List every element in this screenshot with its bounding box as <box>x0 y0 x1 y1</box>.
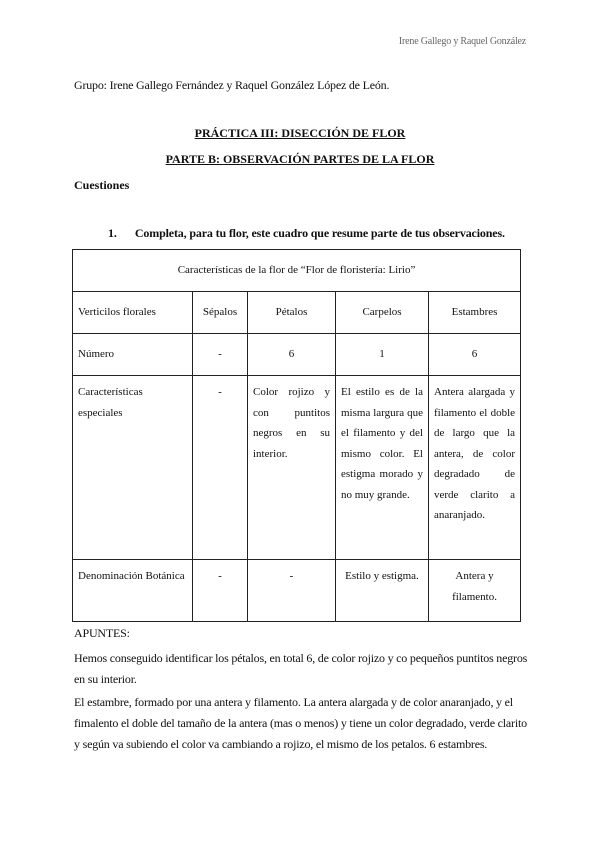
table-row-caracteristicas <box>73 376 521 560</box>
table-cell: - <box>193 560 248 622</box>
table-cell: El estilo es de la misma largura que el filamento y del mismo color. El estigma morado y no muy grande. <box>336 376 429 560</box>
table-cell: Estilo y estigma. <box>336 560 429 622</box>
table-cell: - <box>193 376 248 560</box>
table-cell: - <box>248 560 336 622</box>
table-cell: 1 <box>336 334 429 376</box>
document-subtitle: PARTE B: OBSERVACIÓN PARTES DE LA FLOR <box>165 152 435 166</box>
row-label: Denominación Botánica <box>73 560 193 622</box>
table-caption: Características de la flor de “Flor de floristería: Lirio” <box>73 250 521 292</box>
page-header-authors: Irene Gallego y Raquel González <box>398 36 526 47</box>
question-number: 1. <box>108 226 117 240</box>
notes-paragraph: El estambre, formado por una antera y filamento. La antera alargada y de color anaranjado, y el fimalento el doble del tamaño de la antera (mas o menos) y tiene un color degradado, verde clarito y según va subiendo el color va cambiando a rojizo, el mismo de los petalos. 6 estambres. <box>74 695 527 751</box>
group-line: Grupo: Irene Gallego Fernández y Raquel González López de León. <box>74 78 390 92</box>
row-label: Número <box>73 334 193 376</box>
observations-table <box>72 249 521 622</box>
notes-paragraph: Hemos conseguido identificar los pétalos, en total 6, de color rojizo y co pequeños puntitos negros en su interior. <box>74 651 528 686</box>
notes-heading: APUNTES: <box>74 626 130 640</box>
table-caption-row <box>73 250 521 292</box>
table-header-row <box>73 292 521 334</box>
document-title: PRÁCTICA III: DISECCIÓN DE FLOR <box>194 126 406 140</box>
table-cell: 6 <box>248 334 336 376</box>
table-cell: - <box>193 334 248 376</box>
header-cell: Estambres <box>429 292 521 334</box>
header-cell: Sépalos <box>193 292 248 334</box>
table-row-denominacion <box>73 560 521 622</box>
table-cell: Color rojizo y con puntitos negros en su interior. <box>248 376 336 560</box>
table-cell: Antera alargada y filamento el doble de largo que la antera, de color degradado de verde clarito a anaranjado. <box>429 376 521 560</box>
row-label: Características especiales <box>73 376 193 560</box>
question-text: Completa, para tu flor, este cuadro que resume parte de tus observaciones. <box>134 226 505 240</box>
notes-section <box>74 623 534 757</box>
section-heading: Cuestiones <box>74 178 130 192</box>
header-cell: Verticilos florales <box>73 292 193 334</box>
header-cell: Carpelos <box>336 292 429 334</box>
table-row-numero <box>73 334 521 376</box>
question-1 <box>108 226 505 241</box>
table-cell: 6 <box>429 334 521 376</box>
table-cell: Antera y filamento. <box>429 560 521 622</box>
header-cell: Pétalos <box>248 292 336 334</box>
